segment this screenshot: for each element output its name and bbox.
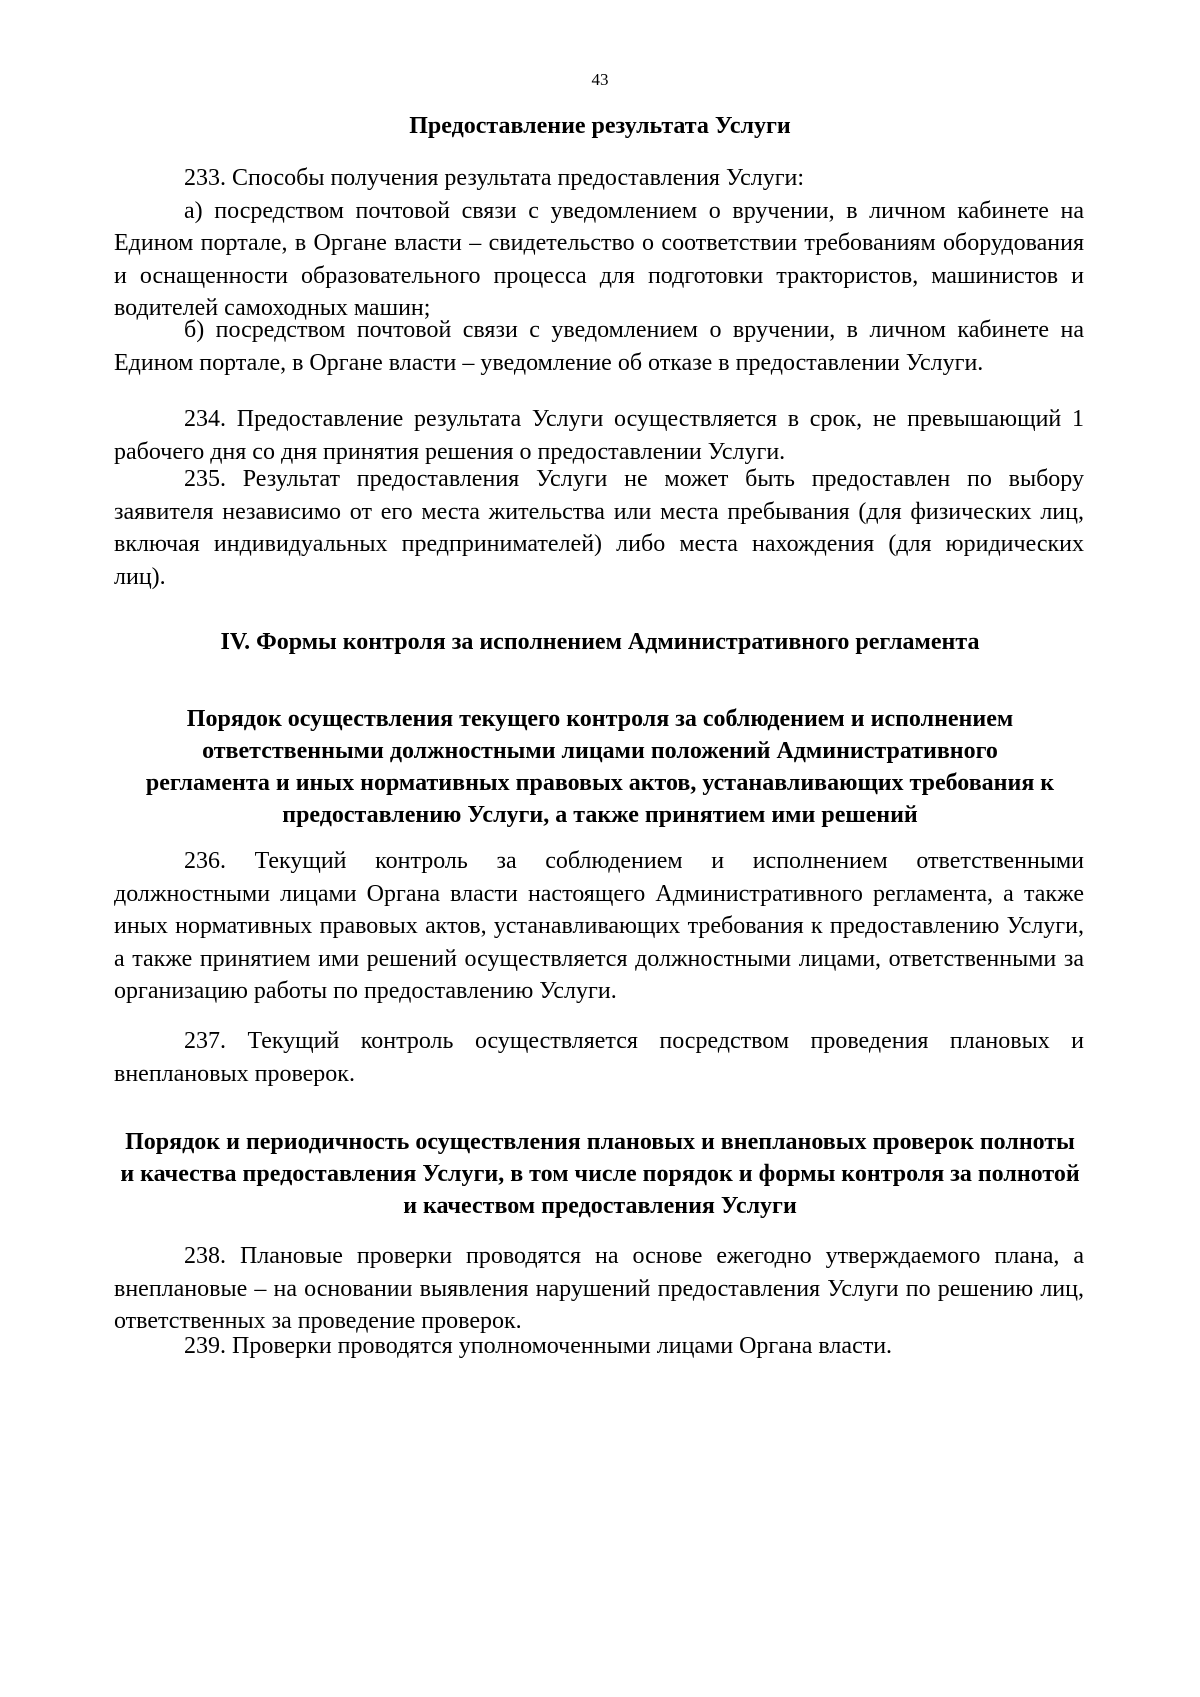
page-number: 43 [591,70,609,89]
paragraph-235: 235. Результат предоставления Услуги не может быть предоставлен по выбору заявителя независимо от его места жительства или места пребывания (для физических лиц, включая индивидуальных предпринимателей) либо места нахождения (для юридических лиц). [114,466,1084,590]
section-heading-inspections: Порядок и периодичность осуществления плановых и внеплановых проверок полноты и качества предоставления Услуги, в том числе порядок и формы контроля за полнотой и качеством предоставления Услуги [120,1129,1080,1219]
paragraph-234: 234. Предоставление результата Услуги осуществляется в срок, не превышающий 1 рабочего дня со дня принятия решения о предоставлении Услуги. [114,406,1084,465]
section-heading-current-control: Порядок осуществления текущего контроля за соблюдением и исполнением ответственными должностными лицами положений Административного регламента и иных нормативных правовых актов, устанавливающих требования к предоставлению Услуги, а также принятием ими решений [145,706,1055,828]
chapter-heading-iv: IV. Формы контроля за исполнением Административного регламента [220,629,980,655]
paragraph-233a: а) посредством почтовой связи с уведомлением о вручении, в личном кабинете на Едином портале, в Органе власти – свидетельство о соответствии требованиям оборудования и оснащенности образовательного процесса для подготовки трактористов, машинистов и водителей самоходных машин; [114,197,1084,321]
paragraph-233: 233. Способы получения результата предоставления Услуги: [184,165,805,191]
paragraph-233b: б) посредством почтовой связи с уведомлением о вручении, в личном кабинете на Едином портале, в Органе власти – уведомление об отказе в предоставлении Услуги. [114,317,1084,376]
paragraph-238: 238. Плановые проверки проводятся на основе ежегодно утверждаемого плана, а внеплановые – на основании выявления нарушений предоставления Услуги по решению лиц, ответственных за проведение проверок. [114,1243,1084,1334]
paragraph-236: 236. Текущий контроль за соблюдением и исполнением ответственными должностными лицами Органа власти настоящего Административного регламента, а также иных нормативных правовых актов, устанавливающих требования к предоставлению Услуги, а также принятием ими решений осуществляется должностными лицами, ответственными за организацию работы по предоставлению Услуги. [114,848,1084,1004]
paragraph-237: 237. Текущий контроль осуществляется посредством проведения плановых и внеплановых проверок. [114,1028,1084,1087]
paragraph-239: 239. Проверки проводятся уполномоченными лицами Органа власти. [184,1333,893,1359]
section-heading-result: Предоставление результата Услуги [409,113,791,139]
